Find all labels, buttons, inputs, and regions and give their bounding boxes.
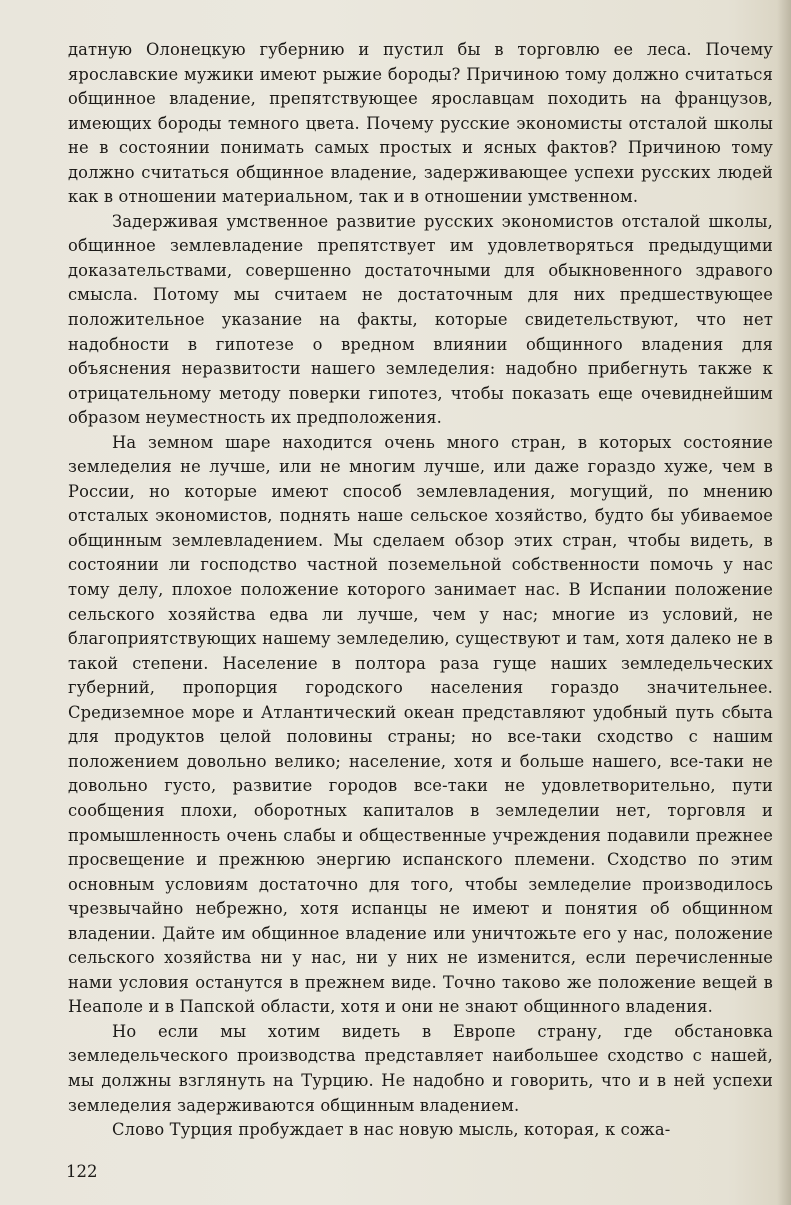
- paragraph-4: Но если мы хотим видеть в Европе страну, где обстановка земледельческого производства представляет наибольшее сходство с нашей, мы должны взглянуть на Турцию. Не надобно и говорить, что и в ней успехи земледелия задерживаются общинным владением.: [68, 1021, 773, 1115]
- paragraph-1: датную Олонецкую губернию и пустил бы в торговлю ее леса. Почему ярославские мужики имеют рыжие бороды? Причиною тому должно считаться общинное владение, препятствующее ярославцам походить на французов, имеющих бороды темного цвета. Почему русские экономисты отсталой школы не в состоянии понимать самых простых и ясных фактов? Причиною тому должно считаться общинное владение, задерживающее успехи русских людей как в отношении материальном, так и в отношении умственном.: [68, 40, 773, 207]
- paragraph-5: Слово Турция пробуждает в нас новую мысль, которая, к сожа-: [112, 1120, 671, 1140]
- page-number: 122: [66, 1162, 98, 1181]
- paragraph-2: Задерживая умственное развитие русских экономистов отсталой школы, общинное землевладение препятствует им удовлетворяться предыдущими доказательствами, совершенно достаточными для обыкновенного здравого смысла. Потому мы считаем не достаточным для них предшествующее положительное указание на факты, которые свидетельствуют, что нет надобности в гипотезе о вредном влиянии общинного владения для объяснения неразвитости нашего земледелия: надобно прибегнуть также к отрицательному методу поверки гипотез, чтобы показать еще очевиднейшим образом неуместность их предположения.: [68, 211, 773, 428]
- paragraph-3: На земном шаре находится очень много стран, в которых состояние земледелия не лучше, или не многим лучше, или даже гораздо хуже, чем в России, но которые имеют способ землевладения, могущий, по мнению отсталых экономистов, поднять наше сельское хозяйство, будто бы убиваемое общинным землевладением. Мы сделаем обзор этих стран, чтобы видеть, в состоянии ли господство частной поземельной собственности помочь у нас тому делу, плохое положение которого занимает нас. В Испании положение сельского хозяйства едва ли лучше, чем у нас; многие из условий, не благоприятствующих нашему земледелию, существуют и там, хотя далеко не в такой степени. Население в полтора раза гуще наших земледельческих губерний, пропорция городского населения гораздо значительнее. Средиземное море и Атлантический океан представляют удобный путь сбыта для продуктов целой половины страны; но все-таки сходство с нашим положением довольно велико; население, хотя и больше нашего, все-таки не довольно густо, развитие городов все-таки не удовлетворительно, пути сообщения плохи, оборотных капиталов в земледелии нет, торговля и промышленность очень слабы и общественные учреждения подавили прежнее просвещение и прежнюю энергию испанского племени. Сходство по этим основным условиям достаточно для того, чтобы земледелие производилось чрезвычайно небрежно, хотя испанцы не имеют и понятия об общинном владении. Дайте им общинное владение или уничтожьте его у нас, положение сельского хозяйства ни у нас, ни у них не изменится, если перечисленные нами условия останутся в прежнем виде. Точно таково же положение вещей в Неаполе и в Папской области, хотя и они не знают общинного владения.: [68, 432, 773, 1017]
- page-body-text: [68, 38, 773, 1143]
- page-edge-shadow: [777, 0, 791, 1205]
